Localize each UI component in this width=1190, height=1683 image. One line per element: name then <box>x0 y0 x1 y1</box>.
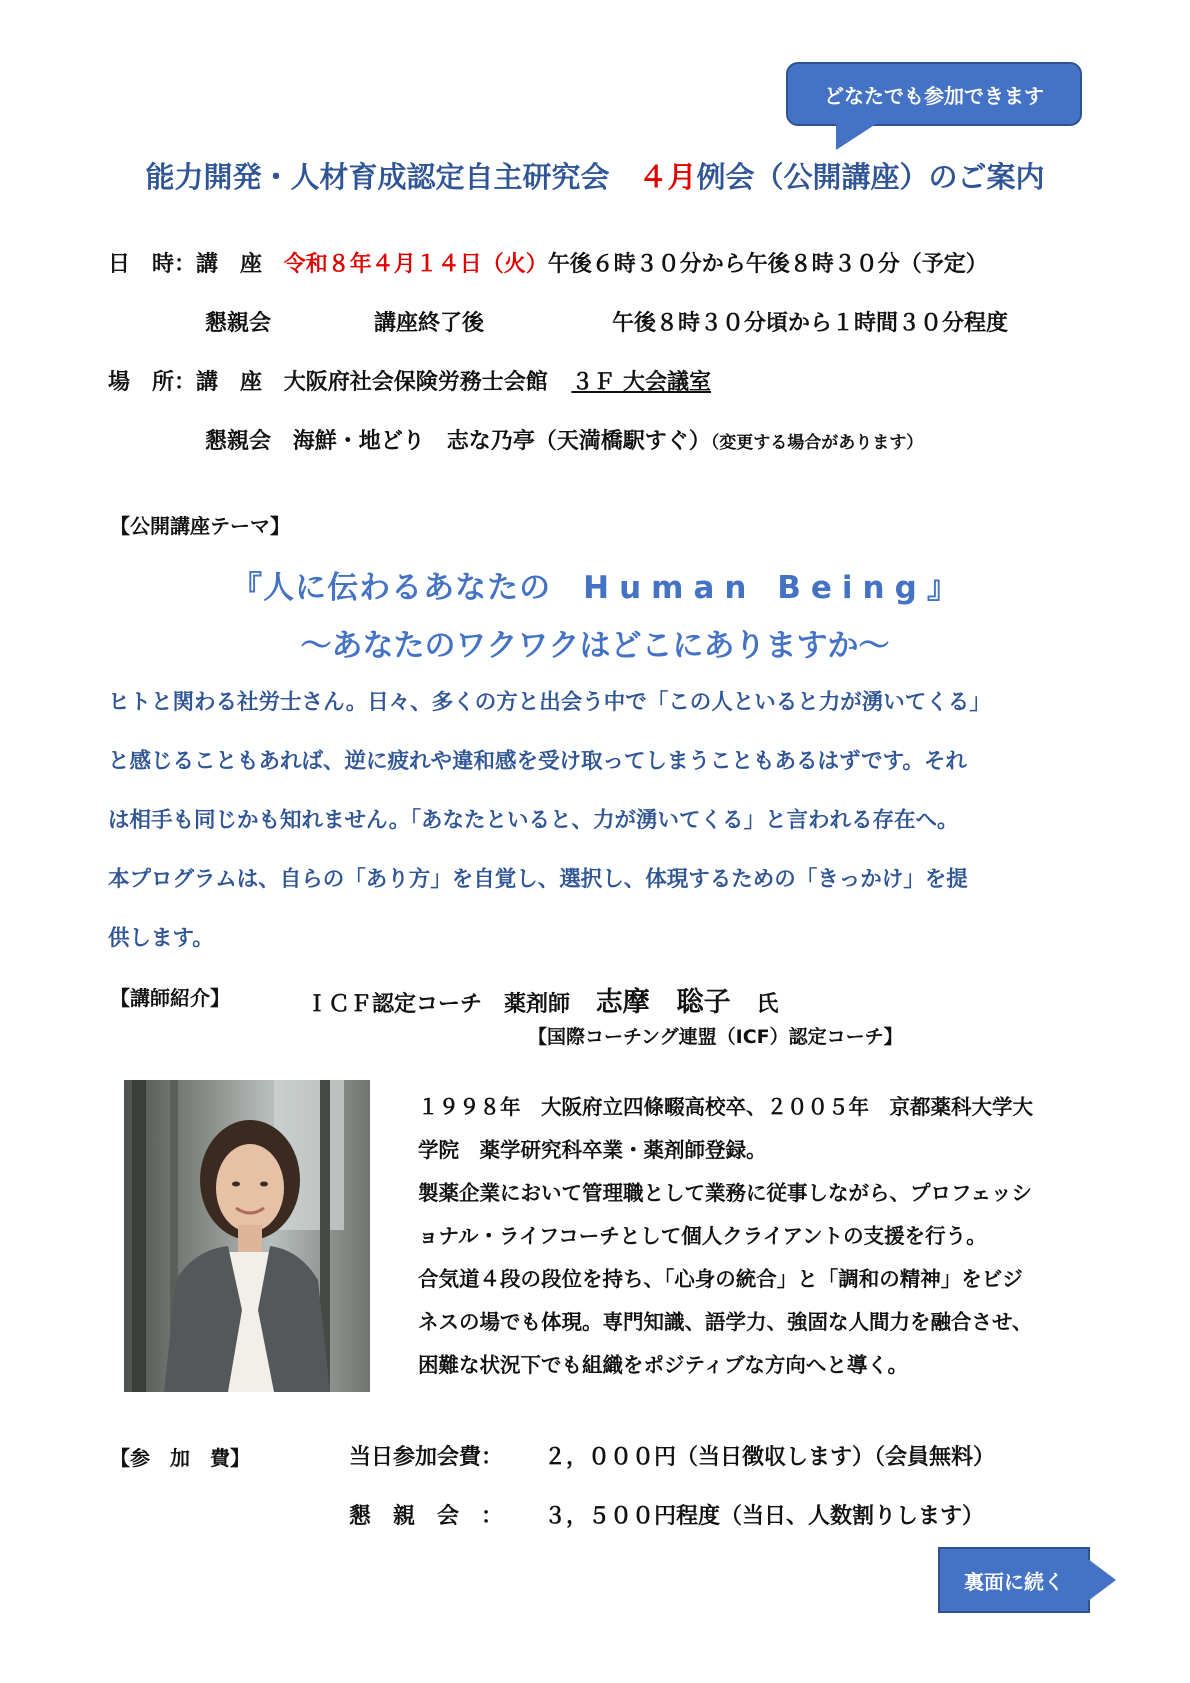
lecturer-title: ＩＣＦ認定コーチ 薬剤師 <box>306 992 571 1017</box>
callout-tail <box>836 124 876 150</box>
party2-venue: 海鮮・地どり 志な乃亭（天満橋駅すぐ） <box>292 429 711 454</box>
portrait-illustration <box>124 1080 370 1392</box>
page-title <box>0 155 1190 196</box>
place-venue: 大阪府社会保険労務士会館 <box>283 370 548 395</box>
fee-party-value: ３，５００円程度（当日、人数割りします） <box>544 1504 985 1529</box>
date-time: 午後６時３０分から午後８時３０分（予定） <box>547 252 988 277</box>
lecturer-photo <box>124 1080 370 1392</box>
callout-text: どなたでも参加できます <box>824 83 1044 108</box>
description-line: 供します。 <box>108 926 214 951</box>
bio-line: ョナル・ライフコーチとして個人クライアントの支援を行う。 <box>418 1224 987 1248</box>
description-line: と感じることもあれば、逆に疲れや違和感を受け取ってしまうこともあるはずです。それ <box>108 749 967 774</box>
lecturer-row <box>306 980 778 1019</box>
lecturer-label: 【講師紹介】 <box>110 986 230 1010</box>
bio-line: 学院 薬学研究科卒業・薬剤師登録。 <box>418 1138 767 1162</box>
place-row <box>108 365 711 396</box>
description-line: ヒトと関わる社労士さん。日々、多くの方と出会う中で「この人といると力が湧いてくる」 <box>108 690 991 715</box>
lecturer-honorific: 氏 <box>756 992 779 1017</box>
date-value: 令和８年４月１４日（火） <box>283 252 548 277</box>
title-pre: 能力開発・人材育成認定自主研究会 <box>145 160 639 194</box>
theme-subtitle: ～あなたのワクワクはどこにありますか～ <box>300 628 890 664</box>
date-label: 日 時：講 座 <box>108 252 263 277</box>
bio-line: １９９８年 大阪府立四條畷高校卒、２００５年 京都薬科大学大 <box>418 1095 1033 1119</box>
fee-day-label: 当日参加会費： <box>349 1445 504 1470</box>
party2-label: 懇親会 <box>205 429 272 454</box>
arrow-right-icon[interactable] <box>1088 1559 1116 1601</box>
place-room: ３Ｆ 大会議室 <box>571 370 712 395</box>
title-post: 例会（公開講座）のご案内 <box>696 160 1045 194</box>
description-line: 本プログラムは、自らの「あり方」を自覚し、選択し、体現するための「きっかけ」を提 <box>108 867 968 892</box>
date-row <box>108 247 988 278</box>
continue-label: 裏面に続く <box>964 1569 1064 1594</box>
party2-note: （変更する場合があります） <box>710 433 924 453</box>
theme-title-latin: Human Being <box>583 570 927 606</box>
fee-day-value: ２，０００円（当日徴収します）（会員無料） <box>544 1445 996 1470</box>
theme-title-jp: 『人に伝わるあなたの <box>231 570 584 606</box>
fee-label: 【参 加 費】 <box>110 1446 250 1470</box>
lecturer-name: 志摩 聡子 <box>595 987 731 1018</box>
fee-party-label: 懇 親 会 ： <box>349 1504 504 1529</box>
bio-line: 困難な状況下でも組織をポジティブな方向へと導く。 <box>418 1353 908 1377</box>
lecturer-org: 【国際コーチング連盟（ICF）認定コーチ】 <box>528 1026 903 1048</box>
place-label: 場 所：講 座 <box>108 370 263 395</box>
theme-title <box>0 562 1190 607</box>
party-time: 午後８時３０分頃から１時間３０分程度 <box>612 311 1009 336</box>
bio-line: 合気道４段の段位を持ち、「心身の統合」と「調和の精神」をビジ <box>418 1267 1023 1291</box>
bio-line: ネスの場でも体現。専門知識、語学力、強固な人間力を融合させ、 <box>418 1310 1033 1334</box>
description-line: は相手も同じかも知れません。「あなたといると、力が湧いてくる」と言われる存在へ。 <box>108 808 959 833</box>
callout-badge <box>786 62 1082 126</box>
party-label: 懇親会 <box>205 311 272 336</box>
continue-on-back-button[interactable] <box>938 1547 1090 1613</box>
title-month: ４月 <box>638 160 697 194</box>
party2-row <box>205 424 923 455</box>
bio-line: 製薬企業において管理職として業務に従事しながら、プロフェッシ <box>418 1181 1032 1205</box>
theme-label: 【公開講座テーマ】 <box>110 514 290 538</box>
party-when: 講座終了後 <box>374 311 485 336</box>
theme-title-end: 』 <box>926 570 959 606</box>
